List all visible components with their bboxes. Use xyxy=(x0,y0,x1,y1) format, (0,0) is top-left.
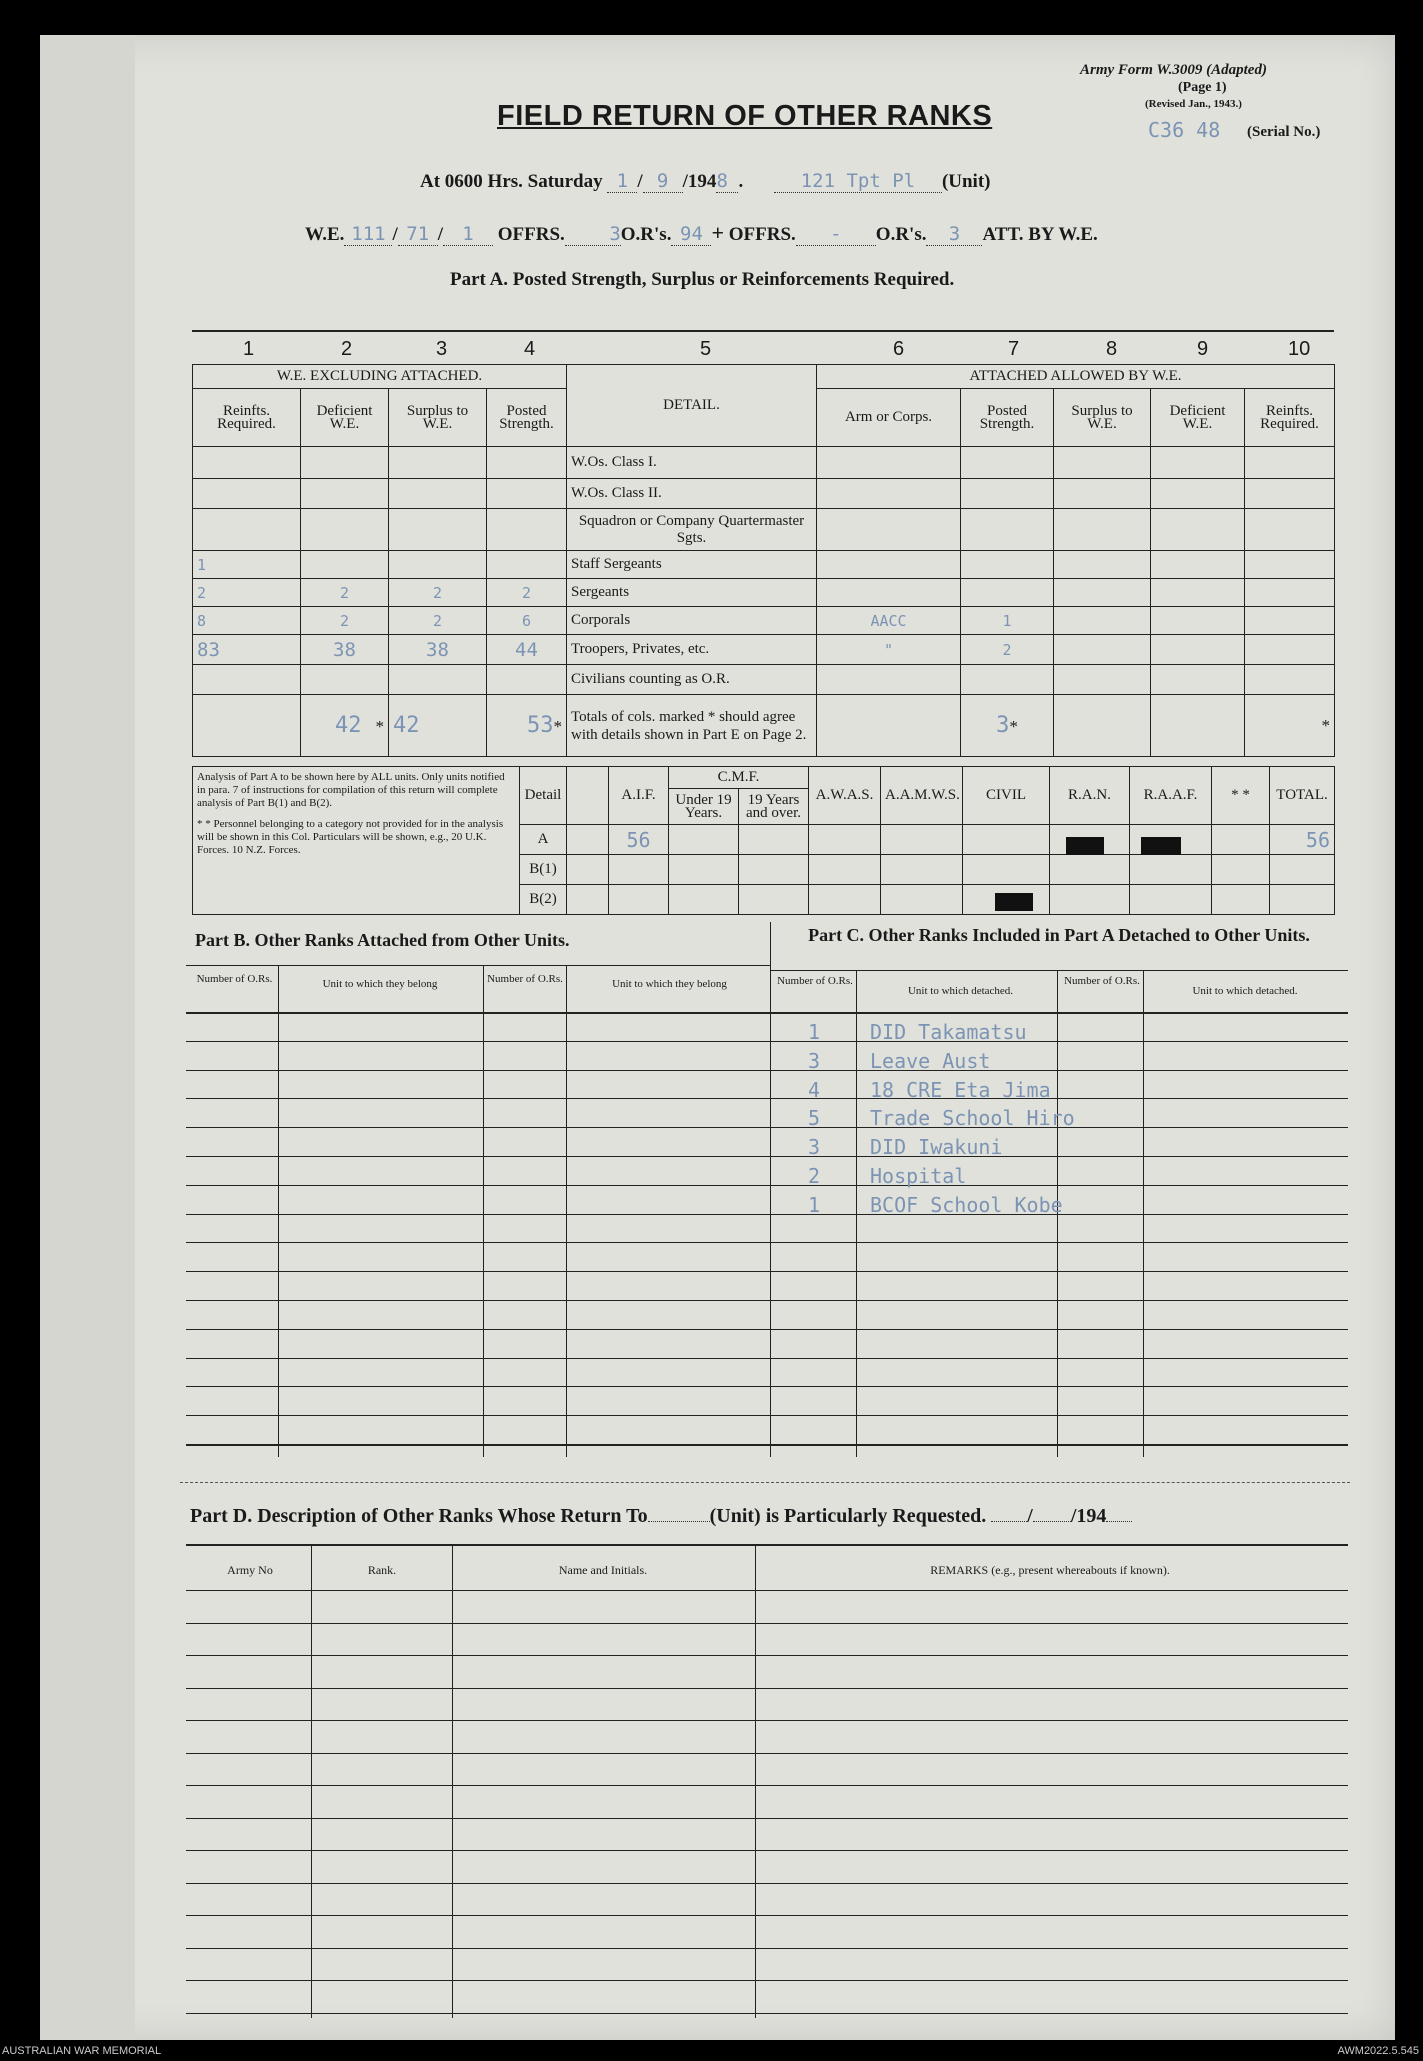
col-header: Rank. xyxy=(367,1563,397,1577)
analysis-detail-header: Detail xyxy=(520,767,567,825)
row-rule xyxy=(186,1623,1348,1624)
row-rule xyxy=(186,1980,1348,1981)
analysis-row: B(1) xyxy=(193,855,1335,885)
analysis-header: R.A.A.F. xyxy=(1130,767,1212,825)
col-number: 5 xyxy=(700,338,712,360)
serial-number-value: C36 48 xyxy=(1148,118,1221,142)
col-number: 4 xyxy=(524,338,536,360)
cmf-header: C.M.F. xyxy=(669,767,809,789)
row-rule xyxy=(186,1720,1348,1721)
month-value: 9 xyxy=(643,170,683,193)
col-header: Name and Initials. xyxy=(558,1563,648,1577)
part-bc-divider xyxy=(770,922,771,1014)
table-row xyxy=(193,479,1335,509)
table-row: 83 38 38 44 Troopers, Privates, etc. " 2 xyxy=(193,635,1335,665)
analysis-header: A.W.A.S. xyxy=(809,767,881,825)
part-d-title: Part D. Description of Other Ranks Whose Return To (Unit) is Particularly Requested. / /194 xyxy=(190,1505,1132,1528)
analysis-header: 19 Years and over. xyxy=(739,789,809,825)
col-number: 6 xyxy=(893,338,905,360)
footer-left: AUSTRALIAN WAR MEMORIAL xyxy=(2,2045,162,2057)
part-a-title: Part A. Posted Strength, Surplus or Reinforcements Required. xyxy=(450,269,955,290)
rule xyxy=(770,1012,771,1457)
analysis-header: TOTAL. xyxy=(1270,767,1335,825)
list-item: 4 18 CRE Eta Jima xyxy=(807,1077,1051,1102)
row-rule xyxy=(186,2013,1348,2014)
ors-value: 94 xyxy=(671,223,711,246)
row-rule xyxy=(186,1818,1348,1819)
date-line: At 0600 Hrs. Saturday 1 / 9 /1948 . 121 Tpt Pl (Unit) xyxy=(420,170,991,192)
part-a-table xyxy=(192,364,1335,757)
analysis-row: A 56 56 xyxy=(193,825,1335,855)
rule xyxy=(566,965,567,1457)
part-c-title: Part C. Other Ranks Included in Part A Detached to Other Units. xyxy=(808,925,1310,945)
col-header: Unit to which detached. xyxy=(1192,985,1298,997)
rule xyxy=(186,1544,1348,1546)
analysis-header: CIVIL xyxy=(963,767,1050,825)
col-header: Reinfts. Required. xyxy=(1245,389,1335,447)
col-header: Deficient W.E. xyxy=(1151,389,1245,447)
row-rule xyxy=(186,1444,1348,1446)
col-header: Posted Strength. xyxy=(961,389,1054,447)
list-item: 1 BCOF School Kobe xyxy=(807,1192,1063,1217)
analysis-row: B(2) xyxy=(193,885,1335,915)
analysis-note: Analysis of Part A to be shown here by ALL units. Only units notified in para. 7 of instructions for compilation of this return will complete analysis of Part B(1) and B(2). * * Personnel belonging to a category not provided for in the analysis will be shown in this Col. Particulars will be shown, e.g., 20 U.K. Forces. 10 N.Z. Forces. xyxy=(193,767,520,915)
row-rule xyxy=(186,1242,1348,1243)
row-rule xyxy=(186,1883,1348,1884)
col-header: Number of O.Rs. xyxy=(1064,975,1140,987)
col-header: Unit to which detached. xyxy=(907,985,1014,997)
col-header: Unit to which they belong xyxy=(322,978,438,990)
analysis-header: Under 19 Years. xyxy=(669,789,739,825)
day-value: 1 xyxy=(607,170,637,193)
rule xyxy=(278,965,279,1457)
col-header: Surplus to W.E. xyxy=(1054,389,1151,447)
row-rule xyxy=(186,1590,1348,1591)
we-line: W.E. 111 / 71 / 1 OFFRS. 3O.R's. 94 + OFFRS. - O.R's. 3 ATT. BY W.E. xyxy=(305,220,1098,245)
col-header: REMARKS (e.g., present whereabouts if known). xyxy=(930,1563,1170,1577)
col-header: Reinfts. Required. xyxy=(193,389,301,447)
col-header: Number of O.Rs. xyxy=(487,973,563,985)
col-number: 2 xyxy=(341,338,353,360)
row-rule xyxy=(186,1688,1348,1689)
rule xyxy=(186,965,771,966)
group-header-right: ATTACHED ALLOWED BY W.E. xyxy=(817,365,1335,389)
row-rule xyxy=(186,1358,1348,1359)
col-header: Number of O.Rs. xyxy=(777,975,853,987)
table-row: 8 2 2 6 Corporals AACC 1 xyxy=(193,607,1335,635)
detail-header: DETAIL. xyxy=(567,365,817,447)
col-number: 3 xyxy=(436,338,448,360)
row-detail: Sergeants xyxy=(567,579,817,607)
row-detail: Staff Sergeants xyxy=(567,551,817,579)
table-row: 2 2 2 2 Sergeants xyxy=(193,579,1335,607)
row-rule xyxy=(186,1415,1348,1416)
part-a-top-rule xyxy=(192,330,1334,332)
table-row xyxy=(193,447,1335,479)
form-revision: (Revised Jan., 1943.) xyxy=(1145,98,1242,110)
row-detail: W.Os. Class II. xyxy=(567,479,817,509)
list-item: 1 DID Takamatsu xyxy=(807,1020,1027,1044)
row-rule xyxy=(186,1300,1348,1301)
table-row xyxy=(193,509,1335,551)
analysis-header: A.I.F. xyxy=(609,767,669,825)
serial-number-label: (Serial No.) xyxy=(1247,124,1321,140)
row-rule xyxy=(186,1271,1348,1272)
row-rule xyxy=(186,1785,1348,1786)
row-rule xyxy=(186,1915,1348,1916)
offrs-value: 3 xyxy=(565,223,621,246)
left-margin-strip xyxy=(40,35,135,2040)
col-number: 1 xyxy=(243,338,255,360)
unit-value: 121 Tpt Pl xyxy=(774,170,942,193)
year-value: 8 xyxy=(716,170,738,193)
row-rule xyxy=(186,1329,1348,1330)
list-item: 3 DID Iwakuni xyxy=(807,1135,1003,1160)
row-rule xyxy=(186,1386,1348,1387)
col-header: Number of O.Rs. xyxy=(196,973,273,985)
totals-detail: Totals of cols. marked * should agree with details shown in Part E on Page 2. xyxy=(567,695,817,757)
analysis-header: * * xyxy=(1212,767,1270,825)
form-page-number: (Page 1) xyxy=(1178,80,1227,95)
row-detail: W.Os. Class I. xyxy=(567,447,817,479)
col-header: Army No xyxy=(227,1563,273,1577)
list-item: 3 Leave Aust xyxy=(807,1048,991,1073)
row-rule xyxy=(186,1753,1348,1754)
list-item: 5 Trade School Hiro xyxy=(807,1106,1075,1131)
redaction-mark xyxy=(1066,837,1104,855)
col-header: Deficient W.E. xyxy=(301,389,389,447)
col-header: Surplus to W.E. xyxy=(389,389,487,447)
row-rule xyxy=(186,1948,1348,1949)
row-rule xyxy=(186,1850,1348,1851)
col-header: Unit to which they belong xyxy=(612,978,727,990)
perforation-line xyxy=(180,1482,1350,1483)
rule xyxy=(186,1012,1348,1014)
list-item: 2 Hospital xyxy=(807,1163,967,1188)
row-detail: Civilians counting as O.R. xyxy=(567,665,817,695)
row-rule xyxy=(186,1655,1348,1656)
table-row xyxy=(193,665,1335,695)
totals-row: 42 * 42 53* Totals of cols. marked * should agree with details shown in Part E on Page 2. 3* * xyxy=(193,695,1335,757)
col-number: 7 xyxy=(1008,338,1020,360)
table-row: 1 Staff Sergeants xyxy=(193,551,1335,579)
analysis-header: A.A.M.W.S. xyxy=(881,767,963,825)
part-c-entries xyxy=(772,1018,1347,1220)
form-reference: Army Form W.3009 (Adapted) xyxy=(1080,62,1267,78)
redaction-mark xyxy=(995,893,1033,911)
row-detail: Troopers, Privates, etc. xyxy=(567,635,817,665)
col-number: 10 xyxy=(1288,338,1311,360)
group-header-left: W.E. EXCLUDING ATTACHED. xyxy=(193,365,567,389)
rule xyxy=(483,965,484,1457)
row-detail: Corporals xyxy=(567,607,817,635)
col-number: 8 xyxy=(1106,338,1118,360)
col-header: Arm or Corps. xyxy=(817,389,961,447)
col-header: Posted Strength. xyxy=(487,389,567,447)
part-b-title: Part B. Other Ranks Attached from Other Units. xyxy=(195,930,570,950)
footer-right: AWM2022.5.545 xyxy=(1337,2045,1419,2057)
redaction-mark xyxy=(1141,837,1181,855)
col-number: 9 xyxy=(1197,338,1209,360)
page-title: FIELD RETURN OF OTHER RANKS xyxy=(497,100,993,132)
analysis-header: R.A.N. xyxy=(1050,767,1130,825)
row-detail: Squadron or Company Quartermaster Sgts. xyxy=(567,509,817,551)
